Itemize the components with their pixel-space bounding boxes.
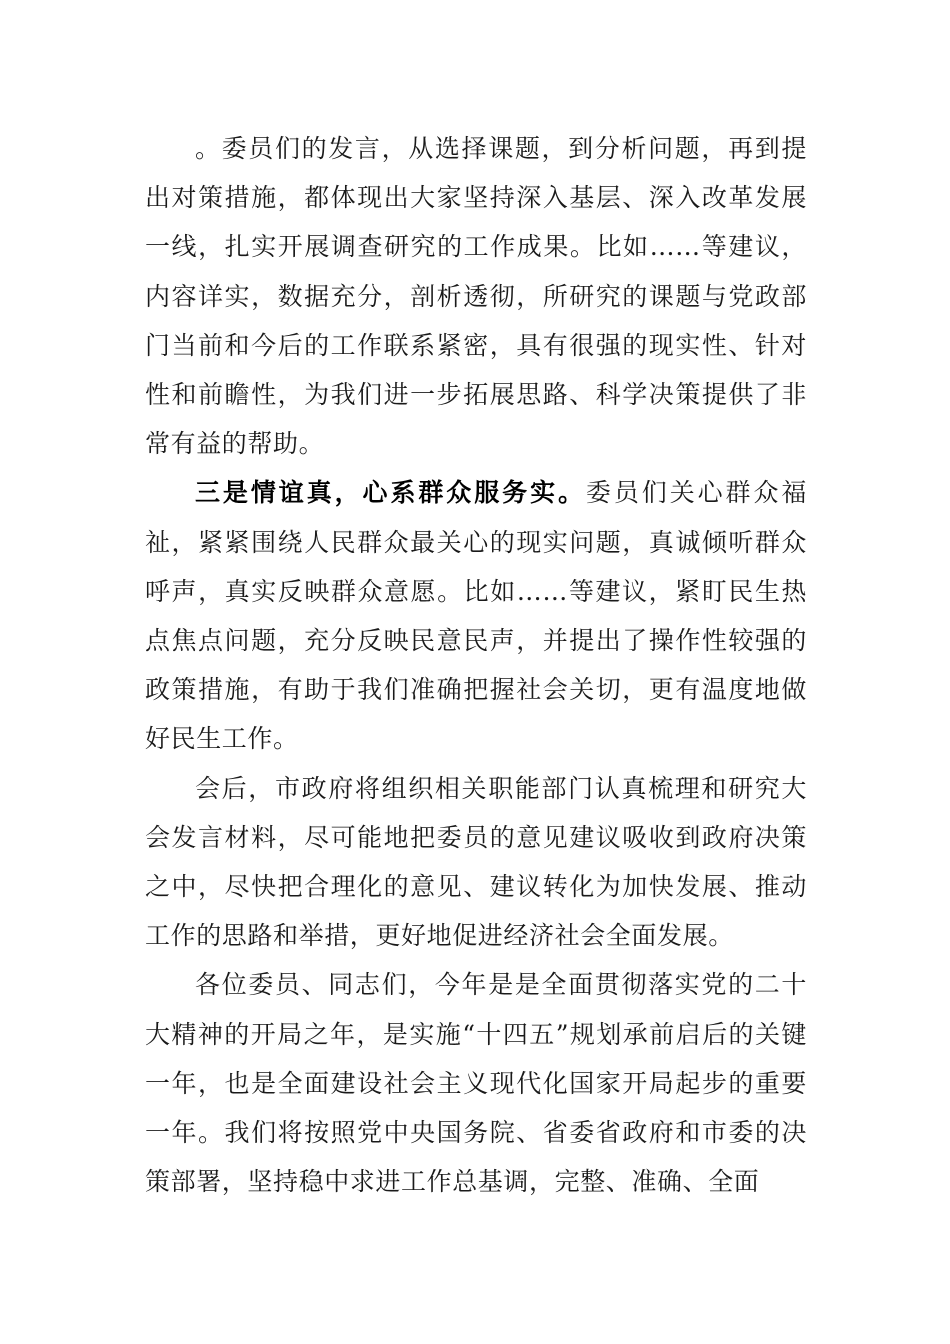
paragraph-4-text: 各位委员、同志们，今年是是全面贯彻落实党的二十大精神的开局之年，是实施“十四五”规划承前启后的关键一年，也是全面建设社会主义现代化国家开局起步的重要一年。我们将按照党中央国务院、省委省政府和市委的决策部署，坚持稳中求进工作总基调，完整、准确、全面 [145,970,807,1197]
paragraph-1-text: 。委员们的发言，从选择课题，到分析问题，再到提出对策措施，都体现出大家坚持深入基层、深入改革发展一线，扎实开展调查研究的工作成果。比如……等建议，内容详实，数据充分，剖析透彻，所研究的课题与党政部门当前和今后的工作联系紧密，具有很强的现实性、针对性和前瞻性，为我们进一步拓展思路、科学决策提供了非常有益的帮助。 [145,134,807,459]
paragraph-2-lead: 三是情谊真，心系群众服务实。 [195,478,586,508]
paragraph-1 [145,124,807,468]
paragraph-2-text: 委员们关心群众福祉，紧紧围绕人民群众最关心的现实问题，真诚倾听群众呼声，真实反映群众意愿。比如……等建议，紧盯民生热点焦点问题，充分反映民意民声，并提出了操作性较强的政策措施，有助于我们准确把握社会关切，更有温度地做好民生工作。 [145,478,807,754]
paragraph-3 [145,764,807,961]
document-page [145,124,807,1206]
paragraph-3-text: 会后，市政府将组织相关职能部门认真梳理和研究大会发言材料，尽可能地把委员的意见建议吸收到政府决策之中，尽快把合理化的意见、建议转化为加快发展、推动工作的思路和举措，更好地促进经济社会全面发展。 [145,773,807,951]
paragraph-4 [145,960,807,1206]
paragraph-2 [145,468,807,763]
